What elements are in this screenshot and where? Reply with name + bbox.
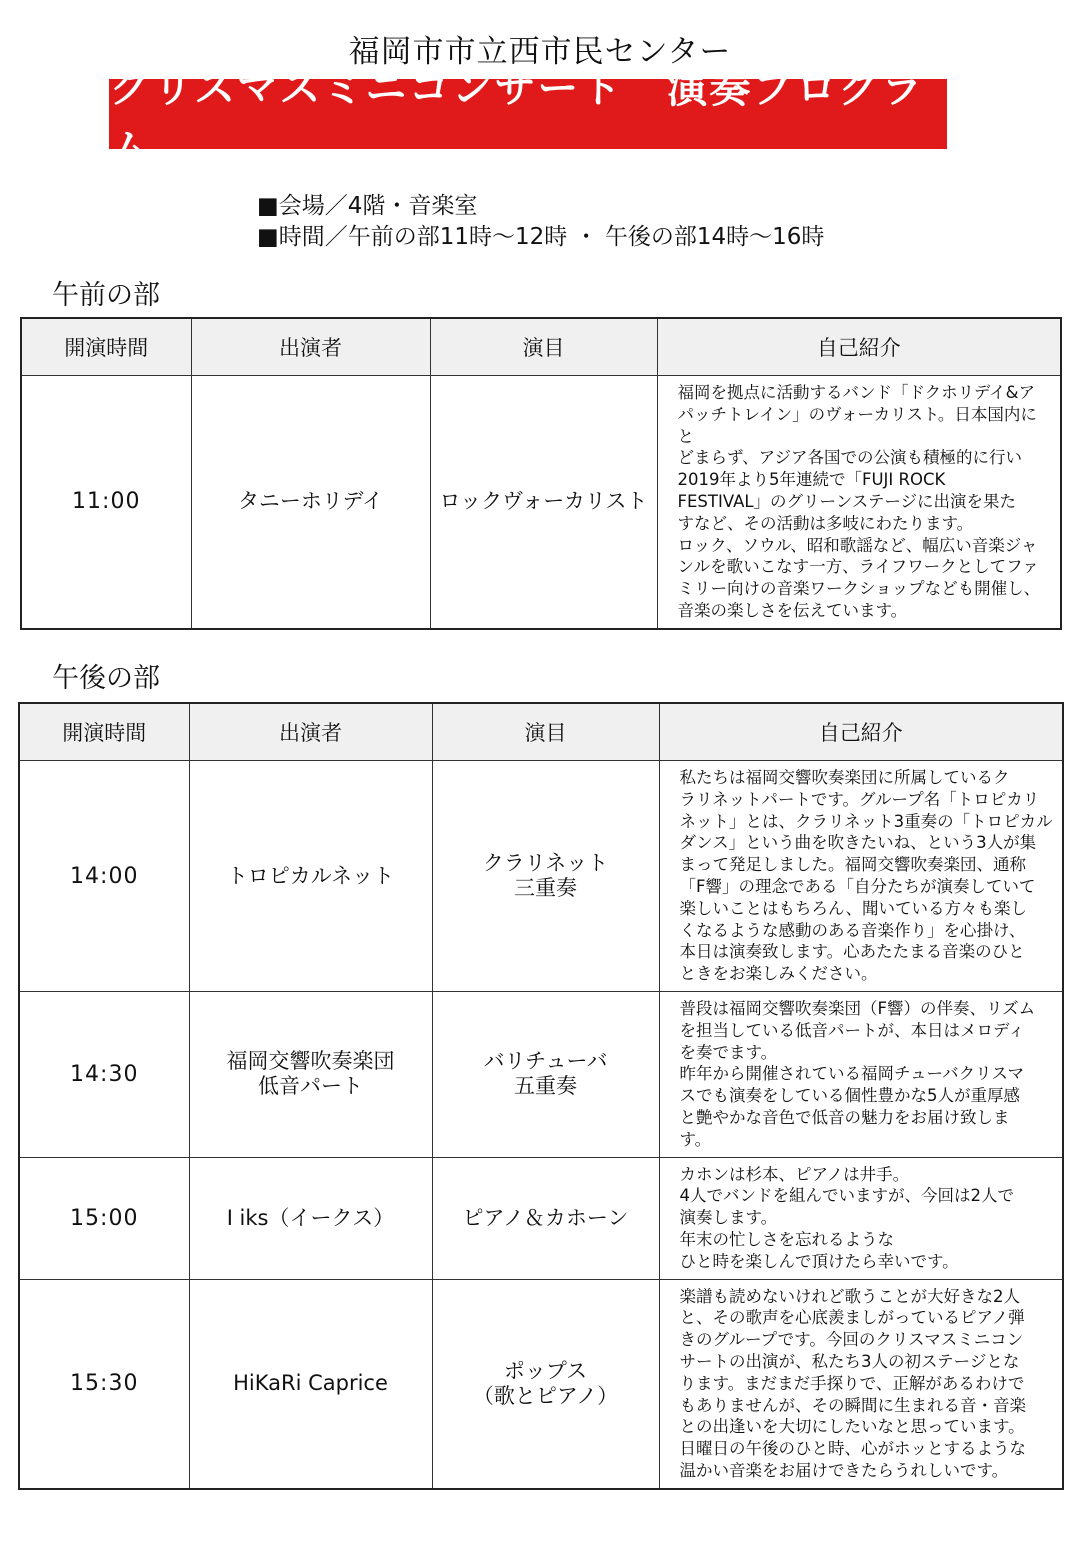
afternoon-section-title: 午後の部 <box>52 663 160 694</box>
intro-line: 私たちは福岡交響吹奏楽団に所属しているク <box>679 768 1010 788</box>
intro-line: FESTIVAL」のグリーンステージに出演を果た <box>677 491 1017 511</box>
table-row <box>19 1279 1063 1489</box>
intro-line: ネット」とは、クラリネット3重奏の「トロピカル <box>679 811 1053 831</box>
program-line: ピアノ＆カホーン <box>462 1205 629 1230</box>
program-cell <box>432 992 659 1158</box>
intro-line: サートの出演が、私たち3人の初ステージとな <box>679 1351 1020 1371</box>
intro-line: スでも演奏をしている個性豊かな5人が重厚感 <box>679 1086 1020 1106</box>
start-time: 14:00 <box>19 761 189 992</box>
header-intro: 自己紹介 <box>659 703 1063 761</box>
intro-line: 温かい音楽をお届けできたらうれしいです。 <box>679 1460 1009 1480</box>
intro-line: 普段は福岡交響吹奏楽団（F響）の伴奏、リズム <box>679 999 1036 1018</box>
intro-line: ダンス」という曲を吹きたいね、という3人が集 <box>679 833 1037 853</box>
intro-cell <box>659 761 1063 992</box>
program-cell <box>430 376 657 629</box>
program-cell <box>432 1279 659 1489</box>
intro-line: 楽譜も読めないけれど歌うことが大好きな2人 <box>679 1286 1020 1306</box>
program-line: ロックヴォーカリスト <box>439 489 648 514</box>
intro-line: もありませんが、その瞬間に生まれる音・音楽 <box>679 1395 1026 1415</box>
intro-line: ときをお楽しみください。 <box>679 964 878 984</box>
intro-cell <box>659 992 1063 1158</box>
intro-line: 音楽の楽しさを伝えています。 <box>677 600 908 620</box>
start-time: 15:00 <box>19 1157 189 1279</box>
intro-line: との出逢いを大切にしたいなと思っています。 <box>679 1417 1025 1437</box>
intro-line: 4人でバンドを組んでいますが、今回は2人で <box>679 1186 1014 1206</box>
table-header-row <box>19 703 1063 761</box>
banner-title: クリスマスミニコンサート 演奏プログラム <box>109 79 947 149</box>
intro-line: ンルを歌いこなす一方、ライフワークとしてファ <box>677 557 1039 577</box>
intro-line: ります。まだまだ手探りで、正解があるわけで <box>679 1373 1025 1393</box>
intro-line: ミリー向けの音楽ワークショップなども開催し、 <box>677 579 1041 599</box>
performer-line: HiKaRi Caprice <box>233 1371 388 1396</box>
intro-line: 年末の忙しさを忘れるような <box>679 1229 894 1249</box>
header-performer: 出演者 <box>191 318 430 376</box>
header-program: 演目 <box>430 318 657 376</box>
time-info: ■時間／午前の部11時～12時 ・ 午後の部14時～16時 <box>257 224 825 250</box>
intro-line: カホンは杉本、ピアノは井手。 <box>679 1164 910 1184</box>
intro-line: くなるような感動のある音楽作り」を心掛け、 <box>679 920 1026 940</box>
performer-line: I iks（イークス） <box>226 1205 395 1230</box>
morning-program-table <box>20 317 1062 630</box>
performer-cell <box>189 761 432 992</box>
start-time: 14:30 <box>19 992 189 1158</box>
program-line: クラリネット <box>482 851 609 875</box>
start-time: 15:30 <box>19 1279 189 1489</box>
intro-line: すなど、その活動は多岐にわたります。 <box>677 513 974 533</box>
intro-line: ひと時を楽しんで頂けたら幸いです。 <box>679 1251 959 1271</box>
performer-line: トロピカルネット <box>226 863 395 888</box>
intro-line: 本日は演奏致します。心あたたまる音楽のひと <box>679 942 1025 962</box>
intro-line: 2019年より5年連続で「FUJI ROCK <box>677 470 946 490</box>
performer-line: 福岡交響吹奏楽団 <box>226 1049 395 1074</box>
intro-line: きのグループです。今回のクリスマスミニコン <box>679 1330 1024 1350</box>
program-line: 三重奏 <box>514 876 577 900</box>
table-row <box>19 992 1063 1158</box>
header-intro: 自己紹介 <box>657 318 1061 376</box>
program-cell <box>432 761 659 992</box>
performer-cell <box>189 992 432 1158</box>
program-line: バリチューバ <box>483 1049 608 1074</box>
performer-cell <box>189 1279 432 1489</box>
intro-line: す。 <box>679 1129 712 1149</box>
intro-line: パッチトレイン」のヴォーカリスト。日本国内にと <box>677 404 1037 446</box>
header-time: 開演時間 <box>21 318 191 376</box>
intro-line: 「F響」の理念である「自分たちが演奏していて <box>679 877 1036 896</box>
program-line: （歌とピアノ） <box>472 1383 619 1408</box>
intro-cell <box>659 1157 1063 1279</box>
header-performer: 出演者 <box>189 703 432 761</box>
table-row <box>19 761 1063 992</box>
intro-line: と艶やかな音色で低音の魅力をお届け致しま <box>679 1107 1010 1127</box>
intro-cell <box>657 376 1061 629</box>
intro-line: 福岡を拠点に活動するバンド「ドクホリデイ&ア <box>677 383 1036 402</box>
performer-cell <box>189 1157 432 1279</box>
start-time: 11:00 <box>21 376 191 629</box>
intro-cell <box>659 1279 1063 1489</box>
organization-name: 福岡市市立西市民センター <box>348 34 732 70</box>
performer-line: タニーホリデイ <box>237 489 384 514</box>
intro-line: 演奏します。 <box>679 1208 778 1228</box>
intro-line: どまらず、アジア各国での公演も積極的に行い <box>677 448 1023 468</box>
table-row <box>19 1157 1063 1279</box>
performer-cell <box>191 376 430 629</box>
performer-line: 低音パート <box>258 1074 363 1099</box>
intro-line: ラリネットパートです。グループ名「トロピカリ <box>679 789 1040 809</box>
intro-line: を奏でます。 <box>679 1042 778 1062</box>
afternoon-program-table <box>18 702 1064 1490</box>
program-cell <box>432 1157 659 1279</box>
venue-info: ■会場／4階・音楽室 <box>257 193 478 219</box>
program-line: ポップス <box>503 1358 588 1383</box>
header-time: 開演時間 <box>19 703 189 761</box>
table-row <box>21 376 1061 629</box>
program-line: 五重奏 <box>514 1074 577 1099</box>
morning-section-title: 午前の部 <box>52 280 160 311</box>
intro-line: 日曜日の午後のひと時、心がホッとするような <box>679 1439 1026 1459</box>
intro-line: まって発足しました。福岡交響吹奏楽団、通称 <box>679 855 1026 875</box>
intro-line: を担当している低音パートが、本日はメロディ <box>679 1020 1025 1040</box>
intro-line: と、その歌声を心底羨ましがっているピアノ弾 <box>679 1308 1025 1328</box>
table-header-row <box>21 318 1061 376</box>
header-program: 演目 <box>432 703 659 761</box>
intro-line: 楽しいことはもちろん、聞いている方々も楽し <box>679 898 1027 918</box>
intro-line: 昨年から開催されている福岡チューバクリスマ <box>679 1064 1025 1084</box>
intro-line: ロック、ソウル、昭和歌謡など、幅広い音楽ジャ <box>677 535 1038 555</box>
